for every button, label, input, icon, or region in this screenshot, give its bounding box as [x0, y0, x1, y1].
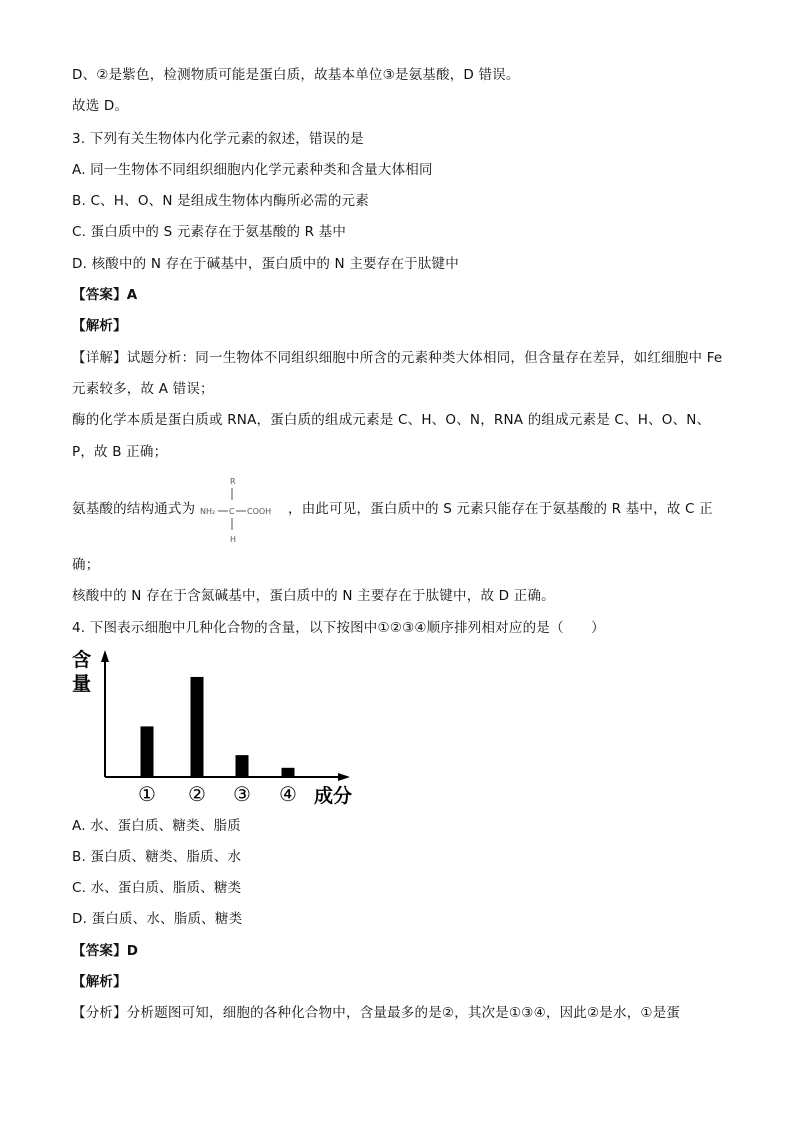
analysis-line-4: 【分析】分析题图可知，细胞的各种化合物中，含量最多的是②，其次是①③④，因此②是水，①是蛋	[72, 1005, 681, 1021]
detail-line-5a: 氨基酸的结构通式为	[72, 501, 196, 517]
category-label-1: ①	[138, 782, 156, 806]
bar-3	[236, 755, 249, 777]
detail-line-6: 确；	[72, 557, 100, 573]
bar-4	[282, 768, 295, 777]
amino-acid-formula	[200, 474, 280, 548]
question-3: 3. 下列有关生物体内化学元素的叙述，错误的是	[72, 131, 364, 147]
detail-line-3: 酶的化学本质是蛋白质或 RNA，蛋白质的组成元素是 C、H、O、N，RNA 的组成元素是 C、H、O、N、	[72, 412, 711, 428]
line-1: D、②是紫色，检测物质可能是蛋白质，故基本单位③是氨基酸，D 错误。	[72, 67, 520, 83]
y-axis-label-2: 量	[72, 673, 92, 695]
option-3d: D. 核酸中的 N 存在于碱基中，蛋白质中的 N 主要存在于肽键中	[72, 256, 459, 272]
analysis-heading-4: 【解析】	[72, 974, 127, 990]
option-4d: D. 蛋白质、水、脂质、糖类	[72, 911, 243, 927]
answer-4: 【答案】D	[72, 943, 139, 959]
option-4b: B. 蛋白质、糖类、脂质、水	[72, 849, 242, 865]
formula-cooh: COOH	[247, 507, 272, 516]
x-axis-label: 成分	[314, 785, 353, 806]
formula-h: H	[230, 535, 237, 544]
question-4: 4. 下图表示细胞中几种化合物的含量，以下按图中①②③④顺序排列相对应的是（ ）	[72, 620, 605, 636]
category-label-3: ③	[233, 782, 251, 806]
bar-chart	[70, 646, 370, 806]
x-axis-arrow	[338, 773, 350, 781]
detail-line-5b: ，由此可见，蛋白质中的 S 元素只能存在于氨基酸的 R 基中，故 C 正	[288, 501, 713, 517]
answer-3: 【答案】A	[72, 287, 138, 303]
category-label-2: ②	[188, 782, 206, 806]
line-2: 故选 D。	[72, 98, 129, 114]
option-3b: B. C、H、O、N 是组成生物体内酶所必需的元素	[72, 193, 369, 209]
detail-line-1: 【详解】试题分析：同一生物体不同组织细胞中所含的元素种类大体相同，但含量存在差异，如红细胞中 Fe	[72, 350, 723, 366]
category-label-4: ④	[279, 782, 297, 806]
formula-r: R	[230, 477, 236, 486]
y-axis-label-1: 含	[72, 649, 92, 671]
option-4c: C. 水、蛋白质、脂质、糖类	[72, 880, 242, 896]
formula-nh2: NH₂	[200, 507, 216, 516]
bar-1	[141, 726, 154, 777]
y-axis-arrow	[101, 650, 109, 662]
detail-line-7: 核酸中的 N 存在于含氮碱基中，蛋白质中的 N 主要存在于肽键中，故 D 正确。	[72, 588, 555, 604]
option-3a: A. 同一生物体不同组织细胞内化学元素种类和含量大体相同	[72, 162, 433, 178]
formula-c: C	[229, 507, 235, 516]
bar-2	[191, 677, 204, 777]
option-4a: A. 水、蛋白质、糖类、脂质	[72, 818, 241, 834]
detail-line-2: 元素较多，故 A 错误；	[72, 381, 214, 397]
analysis-heading-3: 【解析】	[72, 318, 127, 334]
detail-line-4: P，故 B 正确；	[72, 444, 168, 460]
option-3c: C. 蛋白质中的 S 元素存在于氨基酸的 R 基中	[72, 224, 347, 240]
